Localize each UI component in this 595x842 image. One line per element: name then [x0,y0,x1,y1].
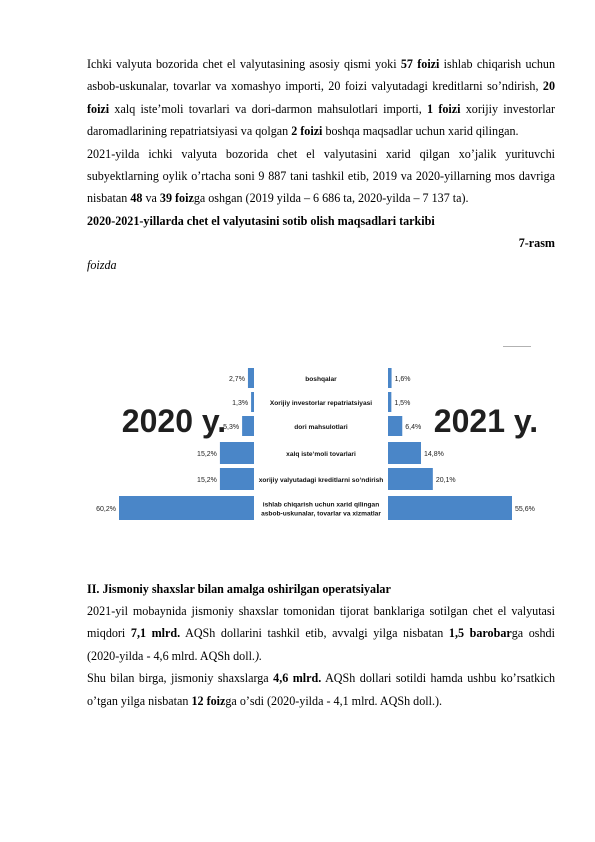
text-run: ga oshgan (2019 yilda – 6 686 ta, 2020-yilda – 7 137 ta). [193,191,469,206]
figure-unit: foizda [87,257,117,272]
text-run: xorijiy investorlar daromadlarining repatriatsiyasi va qolgan [87,101,555,139]
figure-title: 2020-2021-yillarda chet el valyutasini sotib olish maqsadlari tarkibi [87,213,435,228]
data-label-2020: 60,2% [96,506,116,513]
year-label-2021: 2021 y. [433,403,539,439]
italic-run: ). [254,648,263,663]
paragraph-individuals-sold [87,600,555,667]
bold-run: 20 foizi [87,79,555,116]
data-label-2021: 6,4% [405,424,422,431]
category-label: Xorijiy investorlar repatriatsiyasi [269,400,373,407]
bar-2020 [251,392,254,412]
bold-run: 48 [130,191,143,206]
text-run: AQSh dollari sotildi hamda ushbu koʼrsatkich oʼtgan yilga nisbatan [87,671,555,708]
text-run: Shu bilan birga, jismoniy shaxslarga [87,671,274,686]
data-label-2020: 15,2% [197,451,217,458]
data-label-2021: 14,8% [424,451,444,458]
document-page-lower [87,578,555,712]
bar-2021 [388,368,392,388]
text-run: ga oʼsdi (2020-yilda - 4,1 mlrd. AQSh doll.). [225,693,443,708]
purchase-purpose-chart [88,360,556,560]
section2-heading: II. Jismoniy shaxslar bilan amalga oshirilgan operatsiyalar [87,582,391,596]
category-label: ishlab chiqarish uchun xarid qilingan [262,501,380,509]
text-run: 2021-yil mobaynida jismoniy shaxslar tomonidan tijorat banklariga sotilgan chet el valyutasi miqdori [87,604,555,641]
figure-number: 7-rasm [518,235,555,250]
text-run: AQSh dollarini tashkil etib, avvalgi yilga nisbatan [180,626,449,641]
data-label-2021: 1,6% [394,376,411,383]
paragraph-2021-subjects [87,143,555,210]
data-label-2020: 5,3% [223,424,240,431]
data-label-2020: 1,3% [232,400,249,407]
data-label-2020: 15,2% [197,477,217,484]
bold-run: 12 foiz [191,693,226,708]
bar-2021 [388,442,421,464]
text-run: 2021-yilda ichki valyuta bozorida chet el valyutasini xarid qilgan xoʼjalik yurituvchi subyektlarning oylik oʼrtacha soni 9 887 tani tashkil etib, 2019 va 2020-yillarning mos davriga nisbatan [87,146,555,206]
category-label: asbob-uskunalar, tovarlar va xizmatlar [261,510,381,518]
data-label-2021: 1,5% [394,400,411,407]
category-label: dori mahsulotlari [294,424,348,431]
category-label: xalq isteʼmoli tovarlari [286,451,356,458]
bold-run: 7,1 mlrd. [130,626,181,641]
bar-2020 [220,442,254,464]
category-label: xorijiy valyutadagi kreditlarni soʼndirish [258,477,384,484]
category-label: boshqalar [305,376,337,383]
bold-run: 2 foizi [291,124,323,139]
chart-container [88,360,556,560]
text-run: ga oshdi (2020-yilda - 4,6 mlrd. AQSh doll. [87,626,555,663]
bar-2020 [248,368,254,388]
text-run: xalq isteʼmoli tovarlari va dori-darmon mahsulotlari importi, [109,101,428,116]
bar-2021 [388,416,402,436]
bold-run: 57 foizi [400,57,440,71]
paragraph-individuals-bought [87,667,555,712]
data-label-2020: 2,7% [228,376,245,383]
data-label-2021: 55,6% [515,506,535,513]
bold-run: 1 foizi [427,101,461,116]
bold-run: 4,6 mlrd. [273,671,322,686]
text-run: Ichki valyuta bozorida chet el valyutasining asosiy qismi yoki [87,57,401,71]
text-run: boshqa maqsadlar uchun xarid qilingan. [322,124,519,139]
data-label-2021: 20,1% [435,477,456,484]
year-label-2020: 2020 y. [121,403,227,439]
paragraph-purchase-structure [87,53,555,143]
text-run: ishlab chiqarish uchun asbob-uskunalar, tovarlar va xomashyo importi, 20 foizi valyutadagi kreditlarni soʼndirish, [87,57,555,94]
bar-2021 [388,496,512,520]
bold-run: 1,5 barobar [448,626,512,641]
bar-2020 [119,496,254,520]
bar-2020 [220,468,254,490]
bold-run: 39 foiz [159,191,194,206]
bar-2021 [388,392,391,412]
bar-2020 [242,416,254,436]
text-run: va [142,191,160,206]
document-page [87,53,555,276]
figure-dots: .............. [503,340,531,349]
bar-2021 [388,468,433,490]
